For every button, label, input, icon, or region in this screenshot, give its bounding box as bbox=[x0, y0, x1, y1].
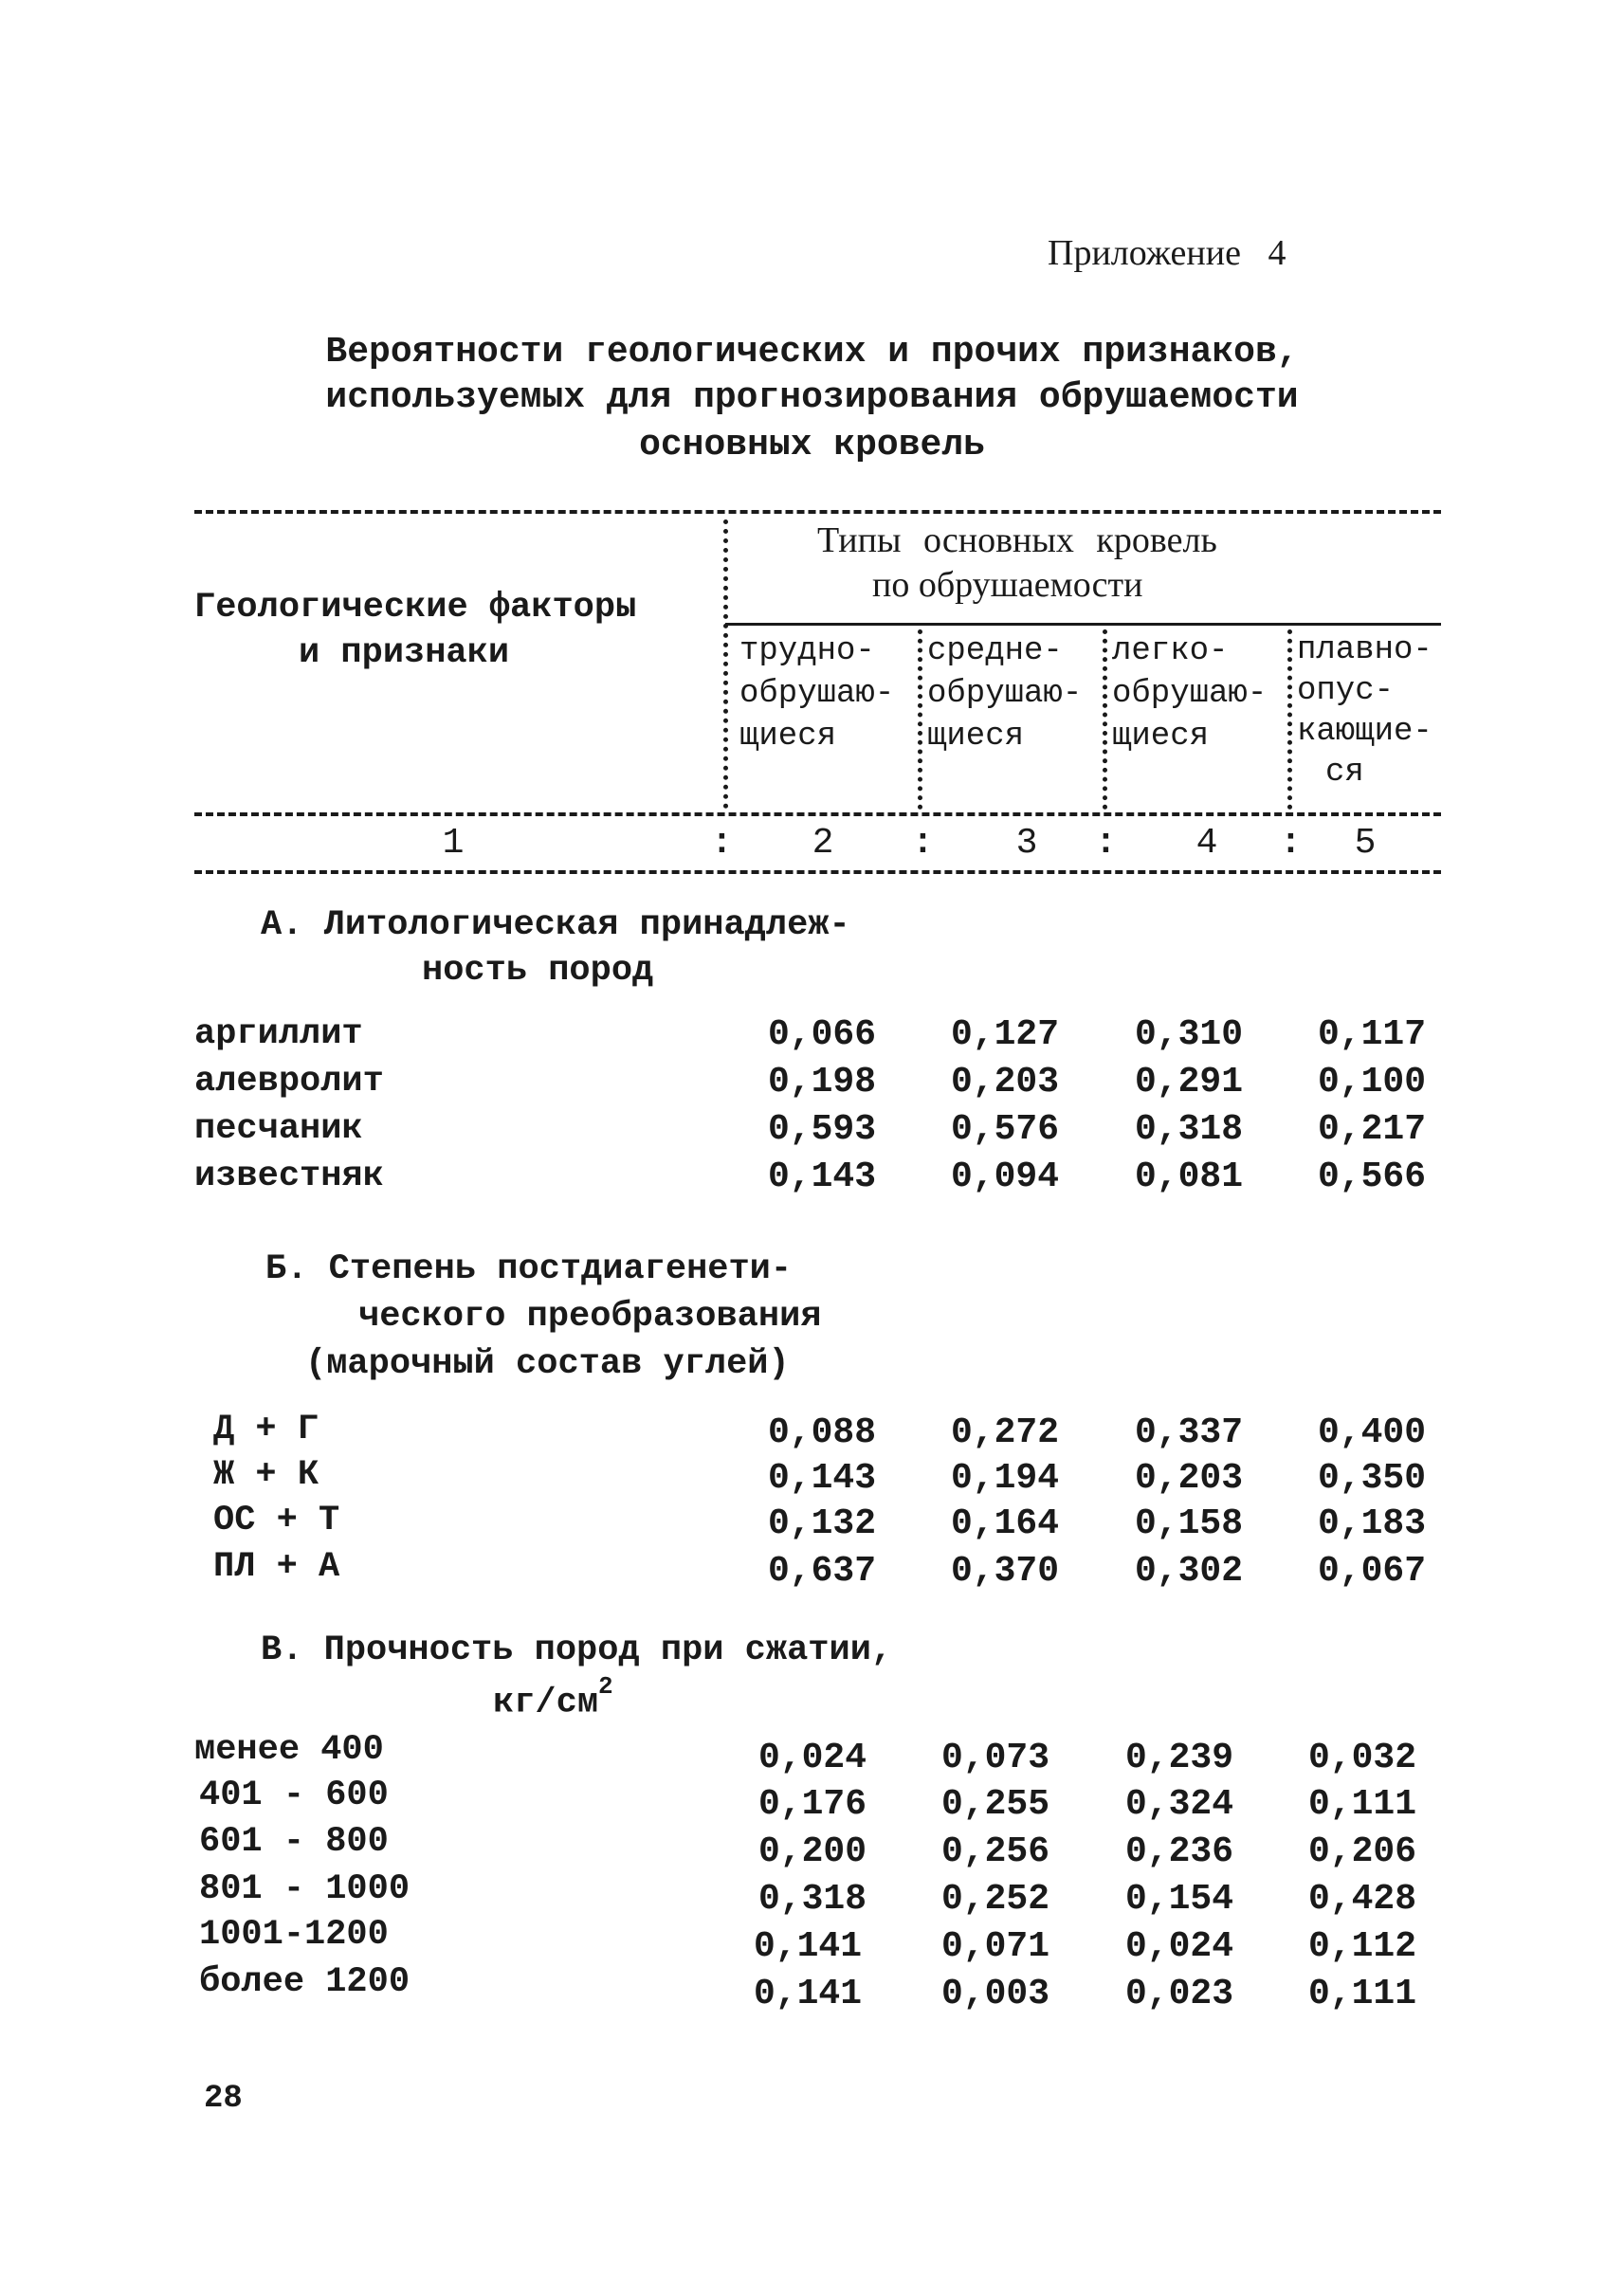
value-cell: 0,071 bbox=[941, 1926, 1050, 1967]
value-cell: 0,067 bbox=[1318, 1551, 1427, 1592]
value-cell: 0,111 bbox=[1308, 1974, 1417, 2014]
value-cell: 0,024 bbox=[1125, 1926, 1234, 1967]
column-header-3 bbox=[927, 630, 1082, 758]
column-separator: : bbox=[912, 823, 934, 864]
divider-col-1 bbox=[723, 519, 728, 809]
divider-col-2 bbox=[918, 629, 922, 810]
value-cell: 0,428 bbox=[1308, 1879, 1417, 1920]
header-bottom-rule bbox=[194, 812, 1441, 816]
column-header-5-line: ся bbox=[1325, 755, 1364, 791]
divider-col-3 bbox=[1103, 629, 1107, 810]
value-cell: 0,141 bbox=[754, 1926, 863, 1967]
value-cell: 0,094 bbox=[951, 1157, 1060, 1197]
types-header-line-2: по обрушаемости bbox=[872, 565, 1143, 605]
column-header-4 bbox=[1112, 630, 1267, 758]
value-cell: 0,023 bbox=[1125, 1974, 1234, 2014]
title-line-3: основных кровель bbox=[639, 425, 985, 465]
row-label: известняк bbox=[194, 1157, 384, 1196]
value-cell: 0,256 bbox=[941, 1831, 1050, 1872]
page-number: 28 bbox=[204, 2081, 243, 2117]
value-cell: 0,132 bbox=[768, 1503, 877, 1544]
column-header-4-line: легко- bbox=[1112, 633, 1229, 669]
column-header-2 bbox=[739, 630, 894, 758]
section-c-unit bbox=[493, 1672, 613, 1723]
value-cell: 0,255 bbox=[941, 1784, 1050, 1825]
column-header-3-line: средне- bbox=[927, 633, 1063, 669]
column-header-2-line: щиеся bbox=[739, 719, 837, 755]
column-header-5-line: плавно- bbox=[1297, 632, 1432, 668]
title-line-2: используемых для прогнозирования обрушаемости bbox=[325, 377, 1299, 418]
value-cell: 0,310 bbox=[1135, 1014, 1244, 1055]
value-cell: 0,400 bbox=[1318, 1412, 1427, 1453]
column-header-2-line: обрушаю- bbox=[739, 676, 895, 712]
column-header-5 bbox=[1297, 630, 1432, 793]
row-label: алевролит bbox=[194, 1062, 384, 1102]
value-cell: 0,200 bbox=[758, 1831, 867, 1872]
column-header-2-line: трудно- bbox=[739, 633, 875, 669]
row-label: более 1200 bbox=[199, 1962, 411, 2002]
column-number-3: 3 bbox=[1015, 823, 1038, 864]
appendix-label bbox=[1048, 232, 1286, 274]
value-cell: 0,003 bbox=[941, 1974, 1050, 2014]
value-cell: 0,206 bbox=[1308, 1831, 1417, 1872]
row-label: песчаник bbox=[194, 1109, 363, 1149]
column-number-5: 5 bbox=[1354, 823, 1377, 864]
value-cell: 0,350 bbox=[1318, 1458, 1427, 1499]
column-header-3-line: обрушаю- bbox=[927, 676, 1083, 712]
value-cell: 0,198 bbox=[768, 1062, 877, 1102]
value-cell: 0,203 bbox=[1135, 1458, 1244, 1499]
row-label: 601 - 800 bbox=[199, 1822, 389, 1862]
column-number-4: 4 bbox=[1195, 823, 1218, 864]
value-cell: 0,024 bbox=[758, 1738, 867, 1778]
row-label: Д + Г bbox=[213, 1410, 319, 1449]
table-top-rule bbox=[194, 510, 1441, 514]
column-separator: : bbox=[1280, 823, 1302, 864]
header-subrule bbox=[725, 623, 1441, 626]
row-label: 401 - 600 bbox=[199, 1776, 389, 1815]
value-cell: 0,370 bbox=[951, 1551, 1060, 1592]
value-cell: 0,117 bbox=[1318, 1014, 1427, 1055]
value-cell: 0,183 bbox=[1318, 1503, 1427, 1544]
column-number-1: 1 bbox=[442, 823, 465, 864]
value-cell: 0,081 bbox=[1135, 1157, 1244, 1197]
types-header-line-1: Типы основных кровель bbox=[817, 520, 1217, 560]
section-c-unit-text: кг/см bbox=[493, 1683, 599, 1723]
section-a-title-line-1: А. Литологическая принадлеж- bbox=[261, 905, 850, 945]
value-cell: 0,637 bbox=[768, 1551, 877, 1592]
row-label: менее 400 bbox=[194, 1730, 384, 1770]
value-cell: 0,073 bbox=[941, 1738, 1050, 1778]
divider-col-4 bbox=[1287, 629, 1292, 810]
section-b-title-line-3: (марочный состав углей) bbox=[305, 1344, 790, 1384]
value-cell: 0,164 bbox=[951, 1503, 1060, 1544]
row-label: Ж + К bbox=[213, 1455, 319, 1495]
value-cell: 0,324 bbox=[1125, 1784, 1234, 1825]
value-cell: 0,236 bbox=[1125, 1831, 1234, 1872]
section-b-title-line-1: Б. Степень постдиагенети- bbox=[265, 1249, 793, 1289]
row-label: 1001-1200 bbox=[199, 1915, 389, 1955]
value-cell: 0,302 bbox=[1135, 1551, 1244, 1592]
row-label: ПЛ + А bbox=[213, 1547, 340, 1587]
value-cell: 0,176 bbox=[758, 1784, 867, 1825]
value-cell: 0,143 bbox=[768, 1458, 877, 1499]
value-cell: 0,111 bbox=[1308, 1784, 1417, 1825]
row-label: аргиллит bbox=[194, 1014, 363, 1054]
value-cell: 0,194 bbox=[951, 1458, 1060, 1499]
column-header-4-line: обрушаю- bbox=[1112, 676, 1268, 712]
column-number-2: 2 bbox=[812, 823, 834, 864]
value-cell: 0,272 bbox=[951, 1412, 1060, 1453]
value-cell: 0,337 bbox=[1135, 1412, 1244, 1453]
value-cell: 0,154 bbox=[1125, 1879, 1234, 1920]
column-header-4-line: щиеся bbox=[1112, 719, 1210, 755]
column-header-3-line: щиеся bbox=[927, 719, 1025, 755]
title-line-1: Вероятности геологических и прочих признаков, bbox=[325, 332, 1299, 373]
value-cell: 0,158 bbox=[1135, 1503, 1244, 1544]
row-label: 801 - 1000 bbox=[199, 1869, 411, 1909]
value-cell: 0,593 bbox=[768, 1109, 877, 1150]
factors-header-line-1: Геологические факторы bbox=[194, 588, 637, 628]
value-cell: 0,318 bbox=[758, 1879, 867, 1920]
value-cell: 0,032 bbox=[1308, 1738, 1417, 1778]
column-header-5-line: кающие- bbox=[1297, 714, 1432, 750]
value-cell: 0,576 bbox=[951, 1109, 1060, 1150]
numbers-bottom-rule bbox=[194, 870, 1441, 874]
value-cell: 0,141 bbox=[754, 1974, 863, 2014]
value-cell: 0,066 bbox=[768, 1014, 877, 1055]
column-header-5-line: опус- bbox=[1297, 673, 1395, 709]
value-cell: 0,318 bbox=[1135, 1109, 1244, 1150]
section-c-unit-exponent: 2 bbox=[598, 1672, 613, 1701]
appendix-word: Приложение bbox=[1048, 233, 1241, 273]
value-cell: 0,252 bbox=[941, 1879, 1050, 1920]
value-cell: 0,143 bbox=[768, 1157, 877, 1197]
column-separator: : bbox=[711, 823, 733, 864]
section-b-title-line-2: ческого преобразования bbox=[358, 1297, 822, 1337]
value-cell: 0,100 bbox=[1318, 1062, 1427, 1102]
column-separator: : bbox=[1095, 823, 1117, 864]
value-cell: 0,088 bbox=[768, 1412, 877, 1453]
appendix-number: 4 bbox=[1268, 233, 1286, 273]
value-cell: 0,203 bbox=[951, 1062, 1060, 1102]
value-cell: 0,291 bbox=[1135, 1062, 1244, 1102]
section-a-title-line-2: ность пород bbox=[422, 951, 654, 991]
value-cell: 0,112 bbox=[1308, 1926, 1417, 1967]
value-cell: 0,217 bbox=[1318, 1109, 1427, 1150]
row-label: ОС + Т bbox=[213, 1501, 340, 1540]
section-c-title-line-1: В. Прочность пород при сжатии, bbox=[261, 1630, 893, 1670]
value-cell: 0,127 bbox=[951, 1014, 1060, 1055]
value-cell: 0,566 bbox=[1318, 1157, 1427, 1197]
value-cell: 0,239 bbox=[1125, 1738, 1234, 1778]
factors-header-line-2: и признаки bbox=[299, 633, 510, 673]
